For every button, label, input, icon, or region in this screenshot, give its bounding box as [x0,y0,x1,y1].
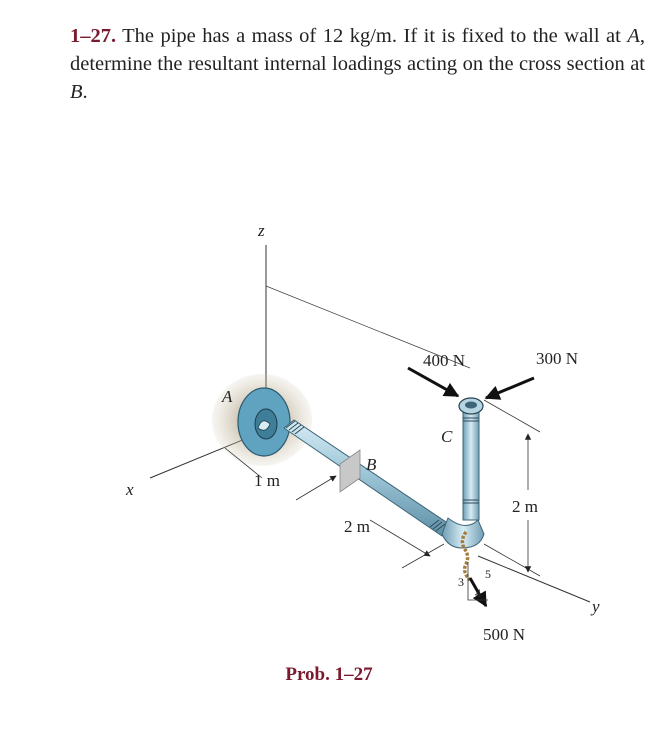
problem-text-2: , determine the resultant internal loadings acting on the cross section at [70,25,645,75]
problem-text-3: . [82,81,88,103]
dim-ext-top [484,400,540,432]
label-2m-vertical: 2 m [512,497,538,516]
dim-ext-bottom [484,544,540,576]
problem-text-1: The pipe has a mass of 12 kg/m. If it is fixed to the wall at [122,25,628,47]
label-z: z [258,221,265,240]
force-arrow-300 [486,378,534,398]
pipe-elbow [442,518,484,548]
label-x: x [126,480,134,499]
force-arrow-400 [408,368,458,396]
label-400n: 400 N [423,351,466,370]
pipe-cap-c-inner [465,402,477,409]
label-c: C [441,427,453,446]
figure-caption [0,664,658,686]
dim-line-2m-ab [370,520,430,556]
y-axis-line [478,556,590,602]
label-b: B [366,455,377,474]
dim-line-1m-b [296,476,336,500]
label-y: y [592,597,600,616]
problem-text-a: A [627,25,640,47]
label-slope-3: 3 [458,575,464,589]
label-500n: 500 N [483,625,526,644]
problem-text-b: B [70,81,83,103]
label-a: A [222,387,233,406]
label-slope-4: 4 [475,586,481,600]
label-2m-ab: 2 m [344,517,370,536]
pipe-segment-vertical [463,412,479,520]
caption-text: Prob. 1–27 [285,664,373,685]
label-1m: 1 m [254,471,280,490]
dim-ext-1 [402,544,444,568]
problem-number: 1–27. [70,25,117,47]
label-slope-5: 5 [485,567,491,581]
label-300n: 300 N [536,349,579,368]
